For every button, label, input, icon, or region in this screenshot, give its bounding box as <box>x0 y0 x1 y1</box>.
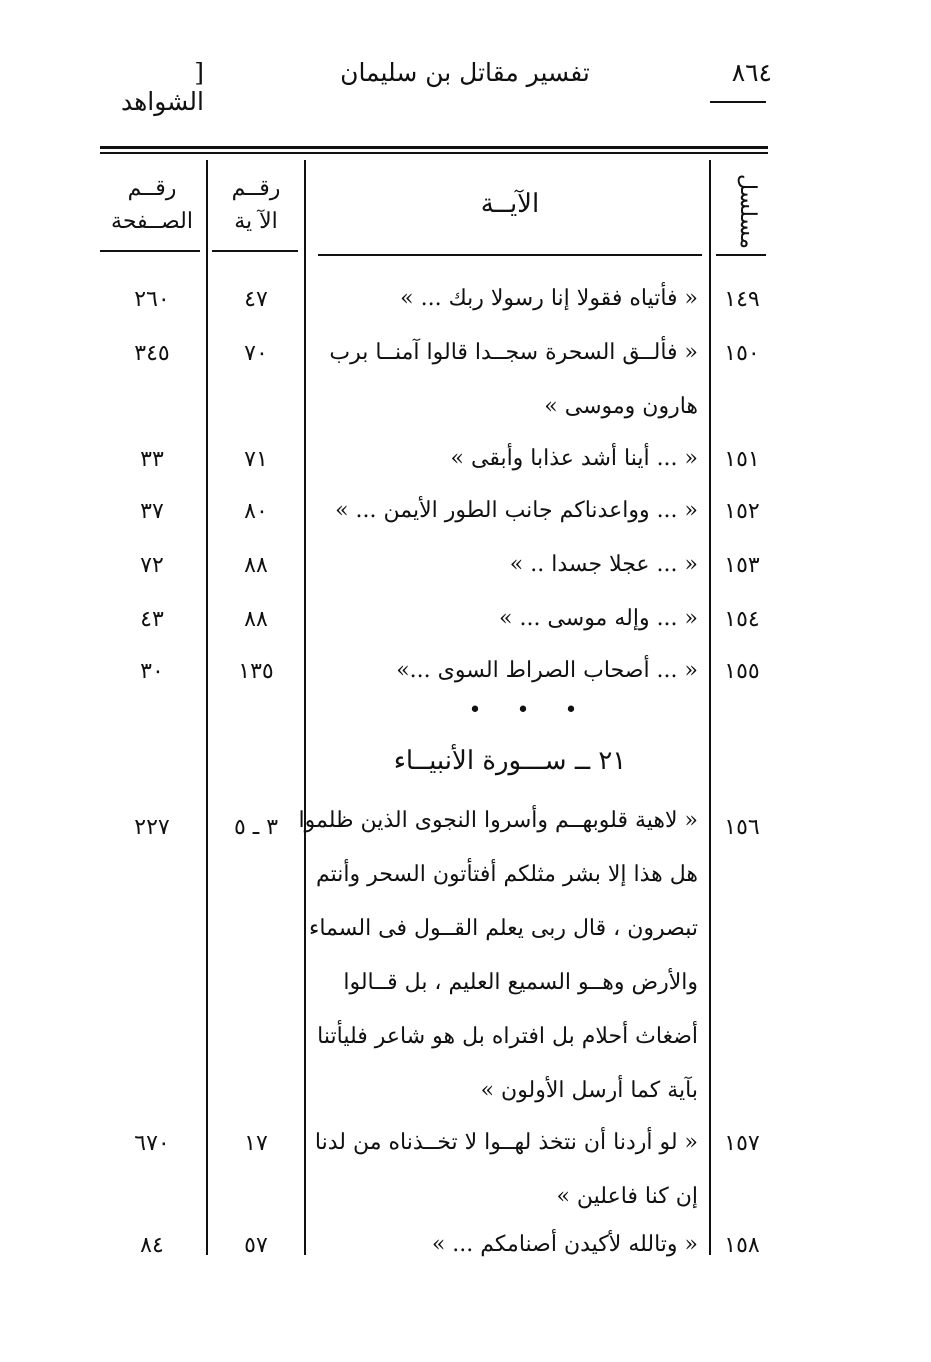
row-page: ٨٤ <box>140 1233 164 1258</box>
row-serial: ١٥٦ <box>724 815 760 840</box>
row-ayah: ١٣٥ <box>238 659 274 684</box>
verse-line: « وتالله لأكيدن أصنامكم ... » <box>431 1232 698 1257</box>
row-serial: ١٥٢ <box>724 499 760 524</box>
row-ayah: ٨٨ <box>244 553 268 578</box>
verse-line: تبصرون ، قال ربى يعلم القــول فى السماء <box>308 916 698 941</box>
row-verse <box>298 484 698 538</box>
row-page: ٦٧٠ <box>134 1131 170 1156</box>
row-serial: ١٥١ <box>724 447 760 472</box>
verse-line: إن كنا فاعلين » <box>556 1184 698 1209</box>
col-ayah-heading-line1: رقــم <box>231 176 281 201</box>
row-ayah: ٧١ <box>244 447 268 472</box>
verse-line: « فأتياه فقولا إنا رسولا ربك ... » <box>400 286 698 311</box>
verse-line: « ... عجلا جسدا .. » <box>509 552 698 577</box>
col-ayah-heading <box>208 172 304 238</box>
verse-line: والأرض وهــو السميع العليم ، بل قــالوا <box>343 970 698 995</box>
book-title: تفسير مقاتل بن سليمان <box>340 58 590 87</box>
col-page-heading-line2: الصــفحة <box>111 209 193 234</box>
row-ayah: ٨٨ <box>244 607 268 632</box>
verse-line: « ... أصحاب الصراط السوى ...» <box>396 658 698 683</box>
verse-line: هارون وموسى » <box>544 394 698 419</box>
verse-line: بآية كما أرسل الأولون » <box>480 1078 698 1103</box>
row-serial: ١٥٤ <box>724 607 760 632</box>
row-ayah: ٧٠ <box>244 341 268 366</box>
divider-serial <box>709 160 711 1255</box>
rule-serial-col <box>716 254 766 256</box>
verse-line: « لاهية قلوبهــم وأسروا النجوى الذين ظلموا <box>298 808 698 833</box>
page-number-underline <box>710 101 766 103</box>
verse-line: « ... أينا أشد عذابا وأبقى » <box>450 446 698 471</box>
row-verse <box>298 1116 698 1224</box>
row-ayah: ٣ ـ ٥ <box>233 815 279 840</box>
row-ayah: ٥٧ <box>244 1233 268 1258</box>
row-verse <box>298 326 698 434</box>
row-page: ٤٣ <box>140 607 164 632</box>
row-verse <box>298 644 698 698</box>
col-ayah-heading-line2: الآ ية <box>234 209 278 234</box>
row-page: ٢٦٠ <box>134 287 170 312</box>
page-number: ٨٦٤ <box>731 58 772 87</box>
row-ayah: ١٧ <box>244 1131 268 1156</box>
row-page: ٣٣ <box>140 447 164 472</box>
col-verse-heading: الآيــة <box>480 189 540 219</box>
top-rule <box>100 146 768 149</box>
row-page: ٢٢٧ <box>134 815 170 840</box>
row-serial: ١٤٩ <box>724 287 760 312</box>
verse-line: هل هذا إلا بشر مثلكم أفتأتون السحر وأنتم <box>315 862 698 887</box>
row-page: ٣٠ <box>140 659 164 684</box>
section-label: [ الشواهد <box>120 58 204 116</box>
row-verse <box>298 1218 698 1272</box>
rule-verse-col <box>318 254 702 256</box>
row-serial: ١٥٠ <box>724 341 760 366</box>
verse-line: « ... وواعدناكم جانب الطور الأيمن ... » <box>335 498 698 523</box>
row-page: ٧٢ <box>140 553 164 578</box>
row-serial: ١٥٧ <box>724 1131 760 1156</box>
row-verse <box>298 432 698 486</box>
section-title: ٢١ ــ ســـورة الأنبيــاء <box>393 746 627 776</box>
row-serial: ١٥٣ <box>724 553 760 578</box>
row-verse <box>298 592 698 646</box>
col-page-heading-line1: رقــم <box>127 176 177 201</box>
divider-ayah <box>206 160 208 1255</box>
verse-line: « لو أردنا أن نتخذ لهــوا لا تخــذناه من لدنا <box>314 1130 698 1155</box>
verse-line: « ... وإله موسى ... » <box>499 606 698 631</box>
rule-ayah-col <box>212 250 298 252</box>
row-serial: ١٥٥ <box>724 659 760 684</box>
verse-line: أضغاث أحلام بل افتراه بل هو شاعر فليأتنا <box>317 1024 698 1049</box>
separator-dots: • • • <box>468 698 592 723</box>
row-ayah: ٨٠ <box>244 499 268 524</box>
row-verse <box>298 794 698 1118</box>
col-page-heading <box>100 172 204 238</box>
col-serial-heading: مسلسل <box>735 173 760 249</box>
verse-line: « فألــق السحرة سجــدا قالوا آمنــا برب <box>329 340 698 365</box>
row-ayah: ٤٧ <box>244 287 268 312</box>
row-verse <box>298 538 698 592</box>
top-rule-inner <box>100 152 768 154</box>
row-serial: ١٥٨ <box>724 1233 760 1258</box>
rule-page-col <box>100 250 200 252</box>
row-verse <box>298 272 698 326</box>
row-page: ٣٧ <box>140 499 164 524</box>
row-page: ٣٤٥ <box>134 341 170 366</box>
